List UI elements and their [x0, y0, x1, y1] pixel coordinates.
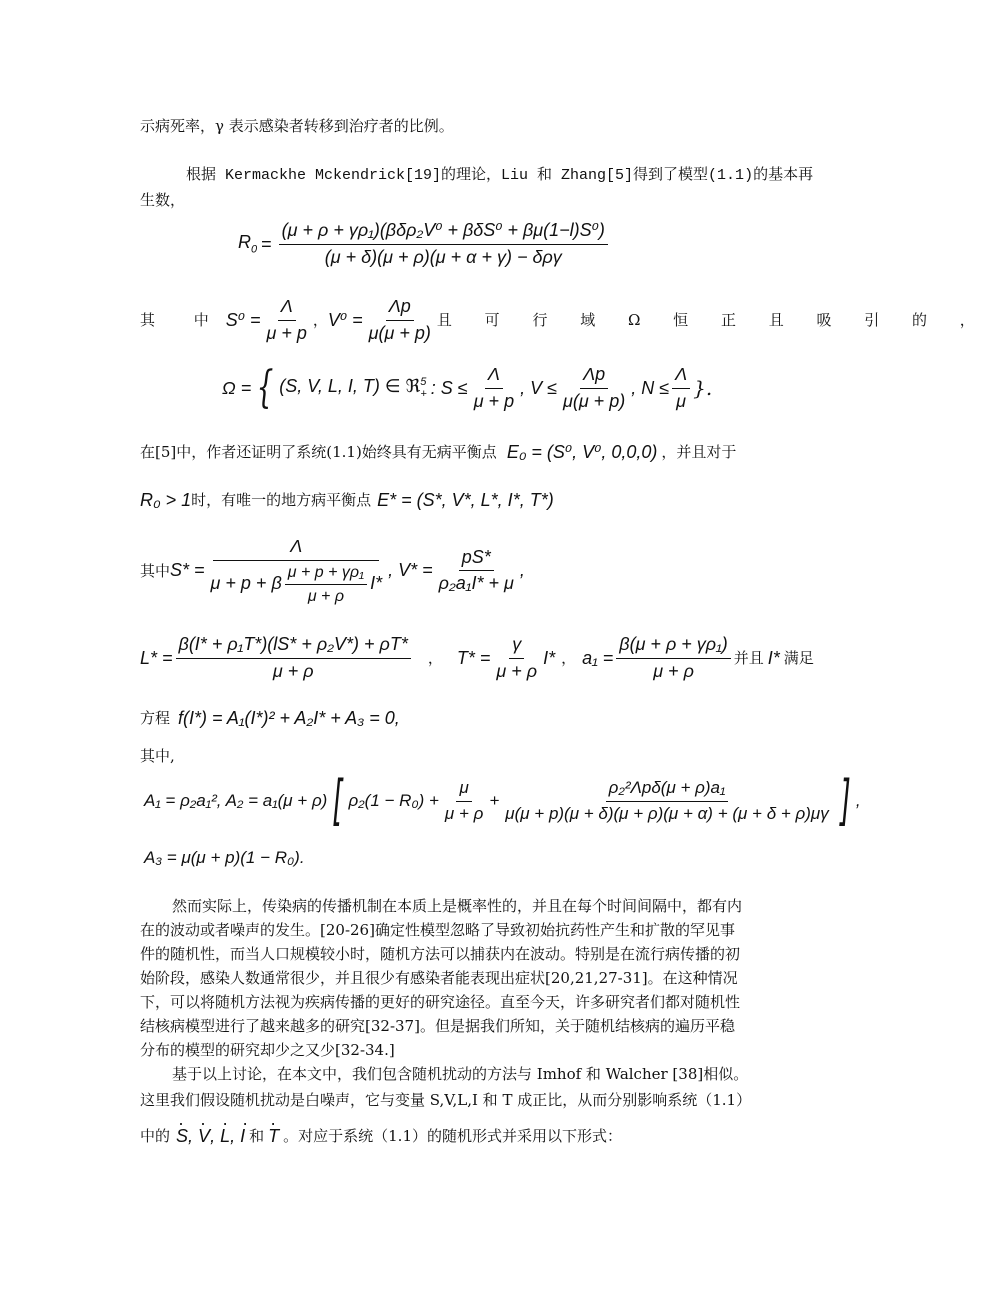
equation-r0-gt-1: R₀ > 1 [140, 489, 192, 510]
equation-e0: E₀ = (S⁰, V⁰, 0,0,0) [506, 441, 658, 462]
equation-s0-v0-line [140, 296, 989, 344]
body-line-4: 始阶段，感染人数通常很少，并且很少有感染者能表现出症状[20,21,27-31]。在这种情况 [140, 969, 738, 987]
comma-sep: ， [312, 311, 328, 330]
fangcheng-label: 方程 [140, 709, 171, 727]
last-pre: 中的 [140, 1127, 171, 1145]
qizhong3-label: 其中, [140, 747, 175, 765]
last-and: 和 [249, 1127, 265, 1145]
endemic-line [140, 488, 554, 512]
omega-text: 且 可 行 域 Ω 恒 正 且 吸 引 的 ， [436, 311, 989, 330]
equation-omega: Ω = { (S, V, L, I, T) ∈ ℜ$^5_+$ : S ≤ $\frac{\Lambda}{\mu + p}$ , V ≤ $\frac{\Lambda p}{\mu(\mu + p)}$ , N ≤ $\frac{\Lambda}{\mu}$ }. [222, 362, 713, 414]
sstar-fraction: Λ μ + p + β $\frac{\text{μ + p + γρ₁}}{\mu + \rho}$ I* [210, 536, 383, 605]
equation-r0: $R_0$ = $\frac{\text{(μ + ρ + γρ₁)(βδρ₂V⁰ + βδS⁰ + βμ(1−l)S⁰)}}{\text{(μ + δ)(μ + ρ)(μ + α + γ) − δργ}}$ [238, 220, 611, 268]
equation-estar: E* = (S*, V*, L*, I*, T*) [377, 489, 554, 510]
endemic-text: 时，有唯一的地方病平衡点 [191, 491, 372, 509]
a2-big-fraction: $\frac{\text{ρ₂²Λpδ(μ + ρ)a₁}}{\mu(\mu + p)(\mu + \delta)(\mu + \rho)(\mu + \alpha) + (\mu + \delta + \rho)\mu\gamma}$ [505, 778, 829, 823]
left-bracket: [ [332, 769, 344, 832]
body-line-6: 结核病模型进行了越来越多的研究[32-37]。但是据我们所知，关于随机结核病的遍历平稳 [140, 1017, 735, 1035]
body-line-5: 下，可以将随机方法视为疾病传播的更好的研究途径。直至今天，许多研究者们都对随机性 [140, 993, 741, 1011]
last-tail: 。对应于系统（1.1）的随机形式并采用以下形式： [283, 1127, 622, 1145]
body-line-2: 在的波动或者噪声的发生。[20-26]确定性模型忽略了导致初始抗药性产生和扩散的罕见事 [140, 921, 735, 939]
equation-v0: V⁰ = $\frac{\Lambda p}{\mu(\mu + p)}$ [327, 296, 431, 343]
prove-tail: ，并且对于 [661, 443, 737, 461]
body-line-7: 分布的模型的研究却少之又少[32-34.] [140, 1041, 395, 1059]
dotted-t: · T [268, 1126, 279, 1147]
r0-denominator: (μ + δ)(μ + ρ)(μ + α + γ) − δργ [324, 246, 562, 267]
last-line [140, 1124, 622, 1148]
equation-f: f(I*) = A₁(I*)² + A₂I* + A₃ = 0, [178, 707, 400, 728]
a1-fraction: $\frac{\text{β(μ + ρ + γρ₁)}}{\mu + \rho}$ [616, 634, 730, 682]
r0-lhs: $R_0$ [238, 232, 258, 256]
discuss-line-2: 这里我们假设随机扰动是白噪声，它与变量 S,V,L,I 和 T 成正比，从而分别影响系统（1.1） [140, 1091, 752, 1109]
equation-s0: S⁰ = $\frac{\Lambda}{\mu + p}$ [225, 296, 307, 343]
tstar-fraction: $\frac{\gamma}{\mu + \rho}$ [496, 634, 538, 681]
body-line-1: 然而实际上，传染病的传播机制在本质上是概率性的，并且在每个时间间隔中，都有内 [172, 897, 743, 915]
equation-a3: A₃ = μ(μ + p)(1 − R₀). [144, 848, 305, 867]
qizhong-label: 其 中 [140, 311, 226, 330]
e0-line [140, 440, 736, 464]
r0-numerator: (μ + ρ + γρ₁)(βδρ₂V⁰ + βδS⁰ + βμ(1−l)S⁰) [279, 220, 608, 245]
left-brace: { [256, 362, 274, 414]
vstar-fraction: $\frac{pS*}{\text{ρ₂a₁I* + μ}}$ [438, 546, 514, 594]
text-line-top: 示病死率，γ 表示感染者转移到治疗者的比例。 [140, 117, 454, 135]
r0-fraction [279, 220, 608, 268]
omega-vars: (S, V, L, I, T) ∈ ℜ$^5_+$ [279, 376, 427, 400]
equation-a1-a2: A₁ = ρ₂a₁², A₂ = a₁(μ + ρ) [ ρ₂(1 − R₀) + $\frac{\mu}{\mu + \rho}$ + $\frac{\text{ρ₂²Λpδ(μ + ρ)a₁}}{\mu(\mu + p)(\mu + \delta)(\mu + \rho)(\mu + \alpha) + (\mu + \delta + \rho)\mu\gamma}$ ] , [144, 769, 861, 832]
body-line-3: 件的随机性，而当人口规模较小时，随机方法可以捕获内在波动。特别是在流行病传播的初 [140, 945, 741, 963]
equation-f-line [140, 706, 400, 730]
dotted-vars: · S, · V, · L, · I [176, 1126, 245, 1147]
kermack-text: 根据 Kermackhe Mckendrick[19]的理论，Liu 和 Zhang[5]得到了模型(1.1)的基本再 [186, 167, 814, 184]
right-bracket: ] [840, 769, 851, 832]
prove-text: 在[5]中，作者还证明了系统(1.1)始终具有无病平衡点 [140, 443, 497, 461]
discuss-line-1: 基于以上讨论，在本文中，我们包含随机扰动的方法与 Imhof 和 Walcher [38]相似。 [172, 1065, 749, 1083]
text-line-kermack-2: 生数， [140, 191, 186, 209]
equation-sstar-vstar: 其中 S* = Λ μ + p + β $\frac{\text{μ + p + γρ₁}}{\mu + \rho}$ I* , V* = $\frac{pS*}{\text{ρ₂a₁I* + μ}}$ , [140, 536, 525, 605]
lstar-fraction: $\frac{\text{β(I* + ρ₁T*)(lS* + ρ₂V*) + ρT*}}{\mu + \rho}$ [176, 634, 411, 682]
text-line-kermack-1 [186, 162, 813, 188]
equation-lstar-tstar-a1: L* = $\frac{\text{β(I* + ρ₁T*)(lS* + ρ₂V*) + ρT*}}{\mu + \rho}$ ， T* = $\frac{\gamma}{\mu + \rho}$ I* ， a₁ = $\frac{\text{β(μ + ρ + γρ₁)}}{\mu + \rho}$ 并且 I* 满足 [140, 634, 814, 681]
